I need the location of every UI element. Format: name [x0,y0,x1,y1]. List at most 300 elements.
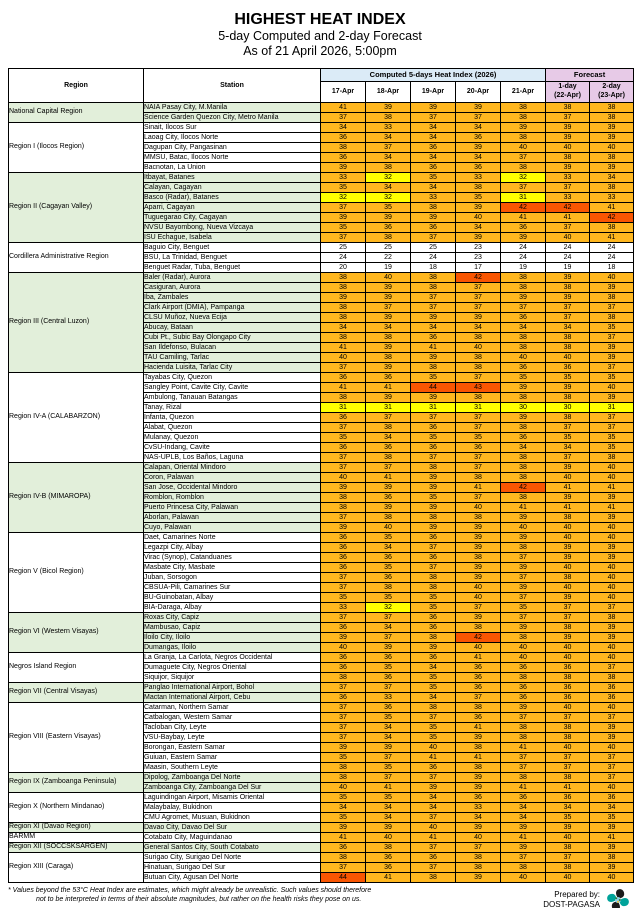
table-row [9,272,634,282]
heat-index-value: 40 [456,502,501,512]
heat-index-value: 39 [501,122,546,132]
heat-index-value: 40 [546,582,590,592]
heat-index-value: 35 [366,592,411,602]
dost-pagasa-logo [604,886,632,908]
station-cell: VSU-Baybay, Leyte [144,732,321,742]
heat-index-value: 39 [456,312,501,322]
heat-index-value: 38 [546,332,590,342]
heat-index-value: 36 [366,222,411,232]
heat-index-value: 38 [411,572,456,582]
heat-index-value: 40 [501,872,546,882]
heat-index-value: 19 [501,262,546,272]
heat-index-value: 37 [590,602,634,612]
heat-index-value: 36 [366,372,411,382]
heat-index-value: 38 [546,622,590,632]
heat-index-value: 34 [411,122,456,132]
heat-index-value: 36 [546,682,590,692]
heat-index-value: 38 [501,542,546,552]
forecast-day2-label: 2-day [602,83,621,91]
region-cell: Region IV-A (CALABARZON) [9,372,144,462]
station-cell: Juban, Sorsogon [144,572,321,582]
heat-index-value: 40 [366,832,411,842]
heat-index-value: 41 [366,872,411,882]
region-cell: Region III (Central Luzon) [9,272,144,372]
heat-index-value: 34 [411,802,456,812]
heat-index-value: 40 [546,642,590,652]
station-cell: Baler (Radar), Aurora [144,272,321,282]
heat-index-value: 37 [411,112,456,122]
heat-index-value: 39 [411,102,456,112]
station-cell: NAIA Pasay City, M.Manila [144,102,321,112]
region-cell: Region XIII (Caraga) [9,852,144,882]
heat-index-value: 34 [456,322,501,332]
heat-index-value: 39 [321,212,366,222]
heat-index-value: 36 [456,712,501,722]
heat-index-value: 34 [411,182,456,192]
heat-index-value: 40 [590,532,634,542]
heat-index-value: 38 [501,102,546,112]
heat-index-value: 36 [321,842,366,852]
heat-index-value: 39 [366,742,411,752]
heat-index-value: 39 [456,532,501,542]
station-cell: Mambusao, Capiz [144,622,321,632]
heat-index-value: 34 [321,322,366,332]
table-row [9,462,634,472]
heat-index-value: 40 [546,742,590,752]
table-row [9,612,634,622]
station-cell: Dagupan City, Pangasinan [144,142,321,152]
station-cell: Tuguegarao City, Cagayan [144,212,321,222]
heat-index-value: 36 [546,692,590,702]
heat-index-value: 35 [411,172,456,182]
heat-index-value: 41 [366,472,411,482]
heat-index-value: 37 [501,572,546,582]
heat-index-value: 35 [411,722,456,732]
title-block [0,0,640,60]
column-header-region: Region [9,68,144,102]
region-cell: Region IX (Zamboanga Peninsula) [9,772,144,792]
station-cell: Clark Airport (DMIA), Pampanga [144,302,321,312]
heat-index-value: 35 [321,592,366,602]
heat-index-value: 36 [456,162,501,172]
heat-index-value: 34 [411,152,456,162]
station-cell: Butuan City, Agusan Del Norte [144,872,321,882]
heat-index-value: 41 [546,782,590,792]
station-cell: CMU Agromet, Musuan, Bukidnon [144,812,321,822]
heat-index-value: 38 [366,582,411,592]
heat-index-value: 36 [501,222,546,232]
heat-index-value: 38 [501,452,546,462]
heat-index-value: 36 [411,222,456,232]
heat-index-value: 40 [590,702,634,712]
heat-index-value: 38 [366,842,411,852]
heat-index-value: 37 [456,302,501,312]
heat-index-value: 38 [590,672,634,682]
heat-index-value: 35 [590,442,634,452]
heat-index-value: 35 [411,672,456,682]
station-cell: Baguio City, Benguet [144,242,321,252]
heat-index-value: 41 [590,502,634,512]
heat-index-value: 39 [590,842,634,852]
heat-index-value: 37 [546,302,590,312]
heat-index-value: 24 [321,252,366,262]
heat-index-value: 37 [321,722,366,732]
heat-index-value: 36 [366,442,411,452]
station-cell: La Granja, La Carlota, Negros Occidental [144,652,321,662]
heat-index-value: 35 [321,752,366,762]
station-cell: Calapan, Oriental Mindoro [144,462,321,472]
heat-index-value: 38 [501,392,546,402]
heat-index-value: 40 [411,822,456,832]
heat-index-value: 34 [366,802,411,812]
heat-index-value: 41 [456,652,501,662]
heat-index-value: 37 [590,332,634,342]
station-cell: Borongan, Eastern Samar [144,742,321,752]
region-cell: Region XII (SOCCSKSARGEN) [9,842,144,852]
station-cell: MMSU, Batac, Ilocos Norte [144,152,321,162]
station-cell: Mactan International Airport, Cebu [144,692,321,702]
heat-index-value: 37 [366,462,411,472]
table-row [9,852,634,862]
heat-index-value: 36 [321,412,366,422]
heat-index-value: 38 [456,742,501,752]
prepared-by-block [543,886,632,908]
heat-index-value: 42 [501,202,546,212]
heat-index-value: 39 [590,122,634,132]
heat-index-value: 36 [546,792,590,802]
heat-index-value: 37 [456,842,501,852]
heat-index-value: 40 [546,562,590,572]
forecast-day2-date: (23-Apr) [598,91,625,99]
heat-index-value: 38 [411,202,456,212]
heat-index-value: 37 [321,512,366,522]
heat-index-value: 40 [546,652,590,662]
heat-index-value: 35 [366,202,411,212]
region-cell: BARMM [9,832,144,842]
heat-index-value: 38 [546,282,590,292]
heat-index-value: 38 [501,272,546,282]
station-cell: Coron, Palawan [144,472,321,482]
heat-index-value: 35 [411,592,456,602]
station-cell: Catbalogan, Western Samar [144,712,321,722]
prepared-by-text [543,890,600,908]
heat-index-value: 35 [546,372,590,382]
heat-index-value: 38 [456,352,501,362]
heat-index-value: 39 [366,342,411,352]
heat-index-value: 37 [456,412,501,422]
heat-index-value: 38 [590,312,634,322]
heat-index-value: 40 [590,872,634,882]
heat-index-value: 40 [366,272,411,282]
heat-index-value: 37 [590,772,634,782]
heat-index-value: 37 [501,762,546,772]
heat-index-value: 40 [590,272,634,282]
heat-index-value: 40 [590,582,634,592]
table-row [9,792,634,802]
heat-index-value: 39 [546,822,590,832]
station-cell: Benguet Radar, Tuba, Benguet [144,262,321,272]
heat-index-value: 38 [366,452,411,462]
heat-index-value: 38 [546,392,590,402]
heat-index-value: 37 [546,602,590,612]
heat-index-value: 34 [456,222,501,232]
station-cell: Catarman, Northern Samar [144,702,321,712]
region-cell: Region IV-B (MIMAROPA) [9,462,144,532]
heat-index-value: 38 [366,332,411,342]
heat-index-value: 40 [546,142,590,152]
heat-index-value: 38 [411,582,456,592]
heat-index-value: 35 [456,432,501,442]
heat-index-value: 39 [321,162,366,172]
heat-index-value: 24 [501,252,546,262]
heat-index-value: 25 [411,242,456,252]
heat-index-value: 37 [321,712,366,722]
heat-index-value: 36 [411,652,456,662]
heat-index-value: 40 [546,352,590,362]
heat-index-value: 38 [321,312,366,322]
heat-index-value: 40 [590,742,634,752]
heat-index-value: 37 [546,222,590,232]
station-cell: Zamboanga City, Zamboanga Del Sur [144,782,321,792]
heat-index-value: 40 [590,572,634,582]
heat-index-value: 38 [501,162,546,172]
heat-index-value: 30 [501,402,546,412]
heat-index-value: 34 [456,812,501,822]
station-cell: Hinatuan, Surigao Del Sur [144,862,321,872]
heat-index-value: 33 [411,192,456,202]
heat-index-value: 37 [456,452,501,462]
heat-index-value: 39 [546,162,590,172]
heat-index-value: 36 [321,662,366,672]
heat-index-value: 37 [411,562,456,572]
heat-index-value: 36 [411,422,456,432]
heat-index-value: 34 [366,182,411,192]
heat-index-value: 35 [366,532,411,542]
heat-index-value: 32 [501,172,546,182]
station-cell: BSU, La Trinidad, Benguet [144,252,321,262]
heat-index-value: 36 [411,162,456,172]
heat-index-value: 37 [546,712,590,722]
table-row [9,772,634,782]
heat-index-value: 38 [456,852,501,862]
heat-index-value: 39 [456,102,501,112]
heat-index-value: 33 [590,192,634,202]
heat-index-value: 35 [366,792,411,802]
heat-index-value: 39 [366,292,411,302]
region-cell: Region V (Bicol Region) [9,532,144,612]
heat-index-value: 41 [590,832,634,842]
heat-index-value: 37 [366,752,411,762]
region-cell: Negros Island Region [9,652,144,682]
heat-index-value: 39 [501,382,546,392]
station-cell: Bacnotan, La Union [144,162,321,172]
heat-index-value: 38 [590,182,634,192]
heat-index-value: 37 [546,612,590,622]
heat-index-value: 40 [546,522,590,532]
heat-index-value: 38 [321,502,366,512]
heat-index-value: 41 [546,482,590,492]
heat-index-value: 35 [321,222,366,232]
heat-index-value: 37 [456,692,501,702]
heat-index-value: 30 [546,402,590,412]
prepared-by-label: Prepared by: [554,889,600,899]
heat-index-value: 38 [456,622,501,632]
heat-index-value: 37 [501,712,546,722]
heat-index-value: 39 [366,102,411,112]
heat-index-value: 41 [411,832,456,842]
heat-index-value: 38 [590,222,634,232]
heat-index-value: 37 [546,752,590,762]
heat-index-value: 38 [411,702,456,712]
station-cell: Tayabas City, Quezon [144,372,321,382]
heat-index-value: 36 [366,862,411,872]
heat-index-value: 36 [321,442,366,452]
heat-index-value: 33 [456,802,501,812]
heat-index-value: 39 [456,782,501,792]
heat-index-value: 38 [501,112,546,122]
table-row [9,832,634,842]
heat-index-value: 37 [411,542,456,552]
heat-index-value: 41 [321,342,366,352]
heat-index-value: 41 [501,742,546,752]
heat-index-value: 37 [501,152,546,162]
heat-index-value: 36 [366,572,411,582]
heat-index-value: 35 [321,812,366,822]
heat-index-value: 36 [411,552,456,562]
heat-index-value: 36 [501,312,546,322]
heat-index-value: 40 [501,652,546,662]
heat-index-value: 39 [501,292,546,302]
heat-index-value: 41 [366,782,411,792]
heat-index-value: 38 [456,512,501,522]
heat-index-value: 39 [590,552,634,562]
heat-index-value: 40 [321,472,366,482]
heat-index-value: 38 [546,722,590,732]
heat-index-value: 39 [366,312,411,322]
station-cell: Romblon, Romblon [144,492,321,502]
heat-index-value: 40 [456,212,501,222]
heat-index-value: 38 [366,232,411,242]
heat-index-value: 36 [456,662,501,672]
heat-index-value: 34 [546,442,590,452]
station-cell: Roxas City, Capiz [144,612,321,622]
heat-index-value: 41 [366,382,411,392]
heat-index-value: 36 [366,552,411,562]
heat-index-value: 19 [546,262,590,272]
heat-index-value: 34 [366,432,411,442]
heat-index-value: 37 [546,182,590,192]
station-cell: Alabat, Quezon [144,422,321,432]
heat-index-value: 36 [366,672,411,682]
heat-index-value: 35 [590,812,634,822]
heat-index-value: 37 [411,862,456,872]
heat-index-value: 38 [366,162,411,172]
heat-index-value: 34 [366,542,411,552]
heat-index-value: 38 [321,852,366,862]
station-cell: Calayan, Cagayan [144,182,321,192]
heat-index-value: 37 [501,182,546,192]
heat-index-value: 39 [411,502,456,512]
heat-index-value: 35 [366,562,411,572]
station-cell: Tanay, Rizal [144,402,321,412]
heat-index-value: 40 [456,592,501,602]
heat-index-value: 39 [501,512,546,522]
heat-index-value: 38 [321,272,366,282]
heat-index-value: 40 [590,142,634,152]
as-of-timestamp: As of 21 April 2026, 5:00pm [243,44,397,59]
heat-index-value: 44 [321,872,366,882]
heat-index-value: 37 [411,292,456,302]
heat-index-value: 39 [366,212,411,222]
station-cell: NVSU Bayombong, Nueva Vizcaya [144,222,321,232]
heat-index-value: 38 [456,332,501,342]
heat-index-value: 36 [501,432,546,442]
station-cell: Dumaguete City, Negros Oriental [144,662,321,672]
heat-index-value: 40 [501,142,546,152]
heat-index-value: 36 [321,372,366,382]
heat-index-value: 41 [590,202,634,212]
heat-index-value: 41 [501,782,546,792]
footnote-line2: not to be interpreted in terms of their absolute magnitudes, but rather on the health risks they pose on us. [36,896,362,904]
heat-index-value: 36 [411,762,456,772]
table-row [9,702,634,712]
heat-index-value: 37 [501,552,546,562]
heat-index-value: 18 [411,262,456,272]
heat-index-value: 35 [590,372,634,382]
heat-index-value: 36 [321,532,366,542]
station-cell: Abucay, Bataan [144,322,321,332]
heat-index-value: 24 [546,242,590,252]
station-cell: Masbate City, Masbate [144,562,321,572]
heat-index-value: 37 [321,702,366,712]
heat-index-value: 41 [546,212,590,222]
heat-index-value: 38 [366,512,411,522]
heat-index-value: 40 [590,472,634,482]
heat-index-value: 36 [501,682,546,692]
heat-index-value: 36 [321,552,366,562]
heat-index-value: 37 [590,302,634,312]
heat-index-value: 39 [546,132,590,142]
station-cell: Tacloban City, Leyte [144,722,321,732]
heat-index-value: 34 [366,812,411,822]
heat-index-value: 41 [456,722,501,732]
region-cell: Region II (Cagayan Valley) [9,172,144,242]
heat-index-value: 34 [366,152,411,162]
station-cell: TAU Camiling, Tarlac [144,352,321,362]
heat-index-value: 37 [456,112,501,122]
table-row [9,682,634,692]
station-cell: CBSUA-Pili, Camarines Sur [144,582,321,592]
table-row [9,172,634,182]
heat-index-value: 37 [590,422,634,432]
heat-index-value: 37 [456,492,501,502]
heat-index-value: 39 [321,482,366,492]
heat-index-value: 36 [411,442,456,452]
heat-index-value: 37 [321,362,366,372]
heat-index-value: 25 [366,242,411,252]
heat-index-value: 38 [590,102,634,112]
region-cell: Region VIII (Eastern Visayas) [9,702,144,772]
station-cell: San Ildefonso, Bulacan [144,342,321,352]
heat-index-value: 39 [546,632,590,642]
heat-index-value: 38 [590,292,634,302]
heat-index-value: 37 [411,412,456,422]
station-cell: Sinait, Ilocos Sur [144,122,321,132]
heat-index-value: 33 [546,192,590,202]
station-cell: Cotabato City, Maguindanao [144,832,321,842]
heat-index-value: 37 [590,762,634,772]
station-cell: Maasin, Southern Leyte [144,762,321,772]
